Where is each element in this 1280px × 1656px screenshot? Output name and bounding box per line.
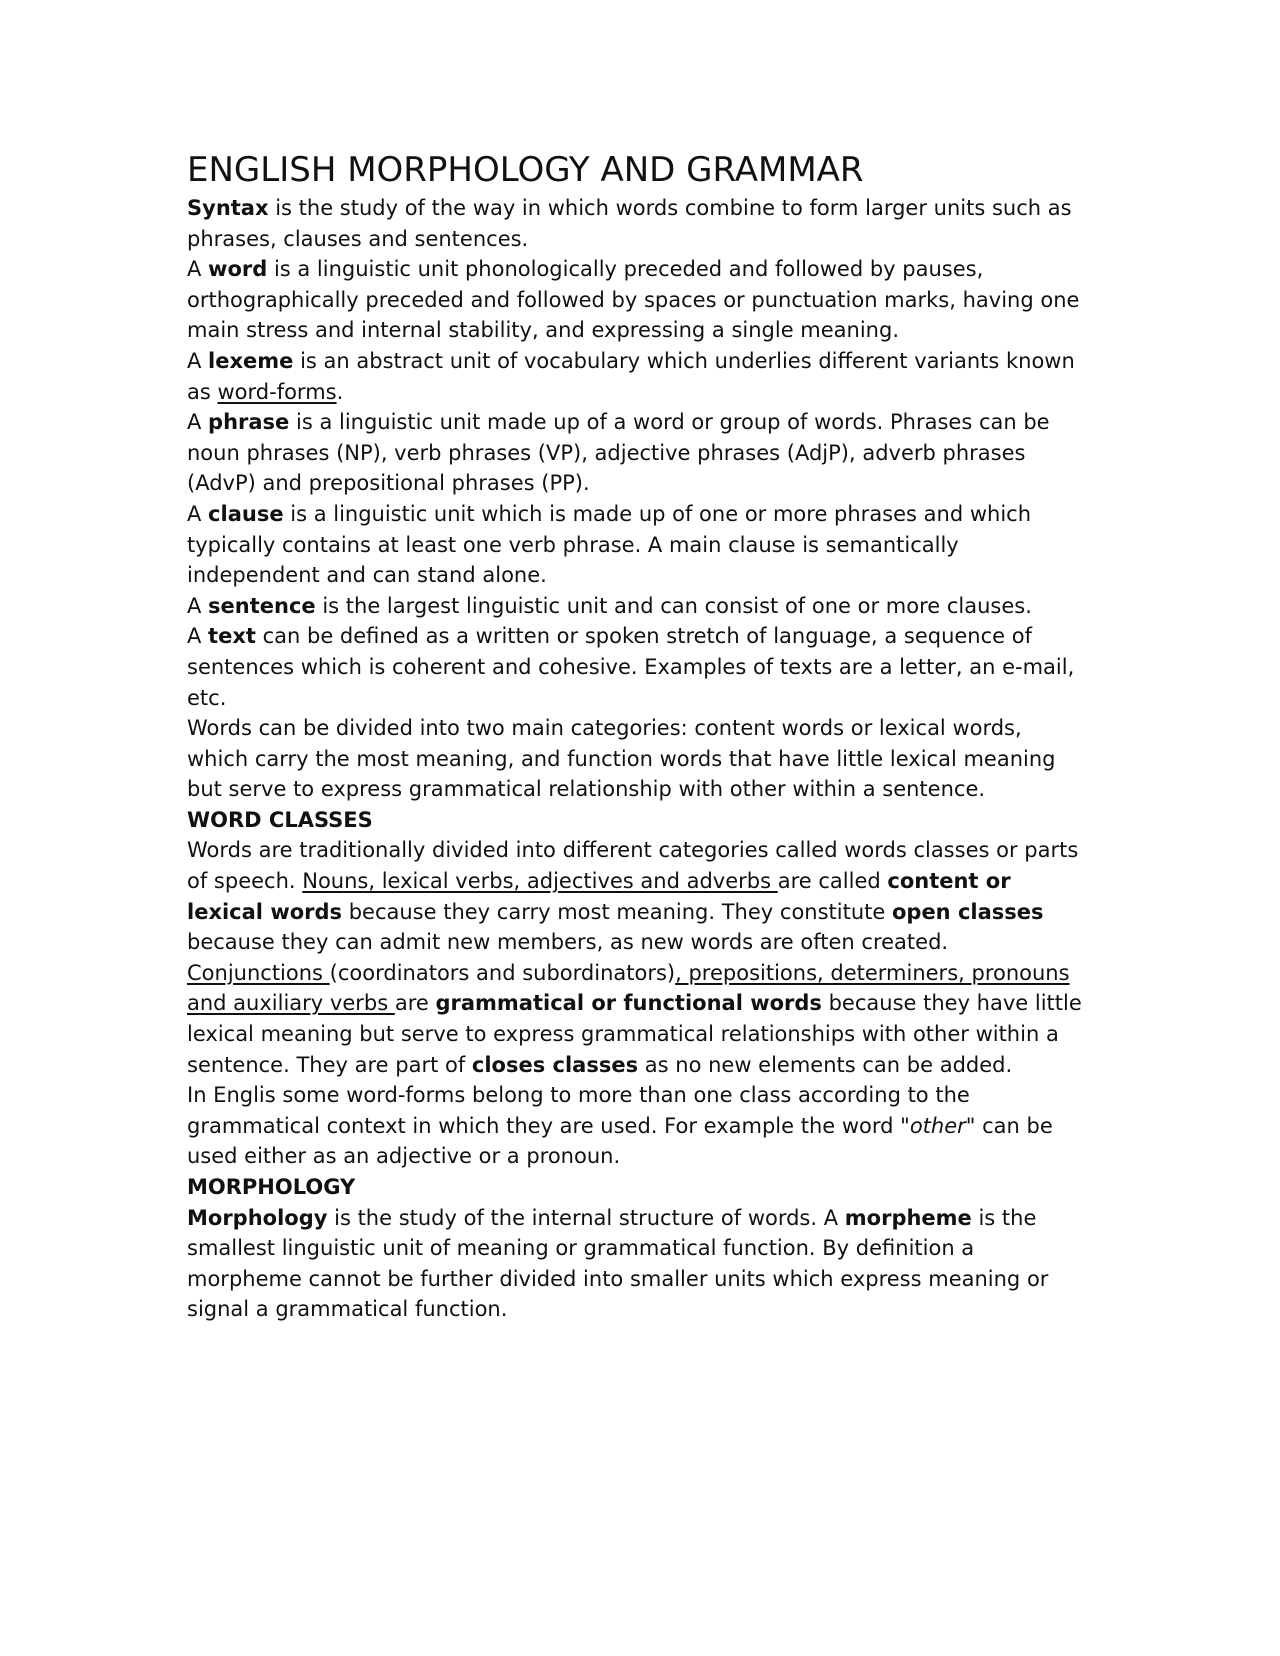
document-title: ENGLISH MORPHOLOGY AND GRAMMAR	[187, 150, 864, 190]
bold-term: text	[208, 624, 256, 649]
text-run: is the study of the internal structure of words. A	[327, 1205, 845, 1230]
paragraph	[187, 499, 1087, 591]
text-run: Words are traditionally divided into different categories called words classes or parts of speech.	[187, 838, 1079, 894]
bold-term: WORD CLASSES	[187, 807, 373, 832]
text-run: is the smallest linguistic unit of meaning or grammatical function. By definition a morpheme cannot be further divided into smaller units which express meaning or signal a grammatical function.	[187, 1205, 1049, 1322]
bold-term: Morphology	[187, 1205, 328, 1230]
bold-term: Syntax	[187, 196, 269, 220]
text-run: A	[187, 410, 209, 435]
paragraph	[187, 407, 1087, 499]
text-run: are	[394, 991, 436, 1016]
underlined-text: word-forms	[217, 379, 337, 404]
paragraph	[187, 1203, 1087, 1325]
text-run: is a linguistic unit phonologically preceded and followed by pauses, orthographically preceded and followed by spaces or punctuation marks, having one main stress and internal stability, and expressing a single meaning.	[187, 257, 1080, 343]
bold-term: phrase	[208, 410, 290, 435]
text-run: because they can admit new members, as new words are often created.	[187, 930, 949, 955]
text-run: as no new elements can be added.	[638, 1052, 1013, 1077]
paragraph	[187, 193, 1087, 254]
underlined-text: Conjunctions	[187, 960, 330, 985]
paragraph	[187, 1080, 1087, 1172]
text-run: is an abstract unit of vocabulary which underlies different variants known as	[187, 348, 1075, 404]
paragraph	[187, 835, 1087, 957]
bold-term: open classes	[891, 899, 1044, 924]
paragraph	[187, 346, 1087, 407]
paragraph	[187, 591, 1087, 622]
text-run: is the study of the way in which words combine to form larger units such as phrases, clauses and sentences.	[187, 196, 1072, 251]
bold-term: closes classes	[471, 1052, 639, 1077]
paragraph	[187, 958, 1087, 1080]
text-run: A	[187, 257, 209, 282]
section-heading	[187, 1172, 1087, 1203]
text-run: A	[187, 501, 209, 526]
text-run: " can be used either as an adjective or a pronoun.	[187, 1113, 1053, 1169]
underlined-text: Nouns, lexical verbs, adjectives and adverbs	[302, 869, 778, 894]
text-run: because they carry most meaning. They constitute	[342, 899, 892, 924]
text-run: is the largest linguistic unit and can consist of one or more clauses.	[315, 593, 1032, 618]
text-run: because they have little lexical meaning but serve to express grammatical relationships with other within a sentence. They are part of	[187, 991, 1082, 1077]
bold-term: content or lexical words	[187, 869, 1011, 924]
bold-term: grammatical or functional words	[435, 991, 822, 1016]
text-run: A	[187, 348, 209, 373]
section-heading	[187, 805, 1087, 836]
text-run: A	[187, 593, 209, 618]
text-run: (coordinators and subordinators)	[329, 960, 676, 985]
document-page	[187, 148, 1087, 1325]
text-run: are called	[777, 869, 888, 894]
paragraph	[187, 621, 1087, 713]
text-run: is a linguistic unit made up of a word or group of words. Phrases can be noun phrases (NP), verb phrases (VP), adjective phrases (AdjP), adverb phrases (AdvP) and prepositional phrases (PP).	[187, 410, 1050, 496]
text-run: A	[187, 624, 209, 649]
text-run: .	[336, 379, 344, 404]
bold-term: MORPHOLOGY	[187, 1175, 356, 1199]
document-body	[187, 193, 1087, 1325]
bold-term: lexeme	[208, 348, 294, 373]
text-run: In Englis some word-forms belong to more than one class according to the grammatical context in which they are used. For example the word "	[187, 1083, 970, 1138]
bold-term: sentence	[208, 593, 316, 618]
text-run: is a linguistic unit which is made up of one or more phrases and which typically contains at least one verb phrase. A main clause is semantically independent and can stand alone.	[187, 501, 1032, 588]
underlined-text: , prepositions, determiners, pronouns and auxiliary verbs	[187, 960, 1070, 1016]
text-run: can be defined as a written or spoken stretch of language, a sequence of sentences which is coherent and cohesive. Examples of texts are a letter, an e-mail, etc.	[187, 624, 1075, 710]
bold-term: morpheme	[844, 1205, 972, 1230]
bold-term: word	[208, 257, 268, 282]
text-run: Words can be divided into two main categories: content words or lexical words, which carry the most meaning, and function words that have little lexical meaning but serve to express grammatical relationship with other within a sentence.	[187, 716, 1056, 802]
paragraph	[187, 254, 1087, 346]
bold-term: clause	[208, 501, 284, 526]
italic-text: other	[909, 1113, 966, 1138]
paragraph	[187, 713, 1087, 805]
